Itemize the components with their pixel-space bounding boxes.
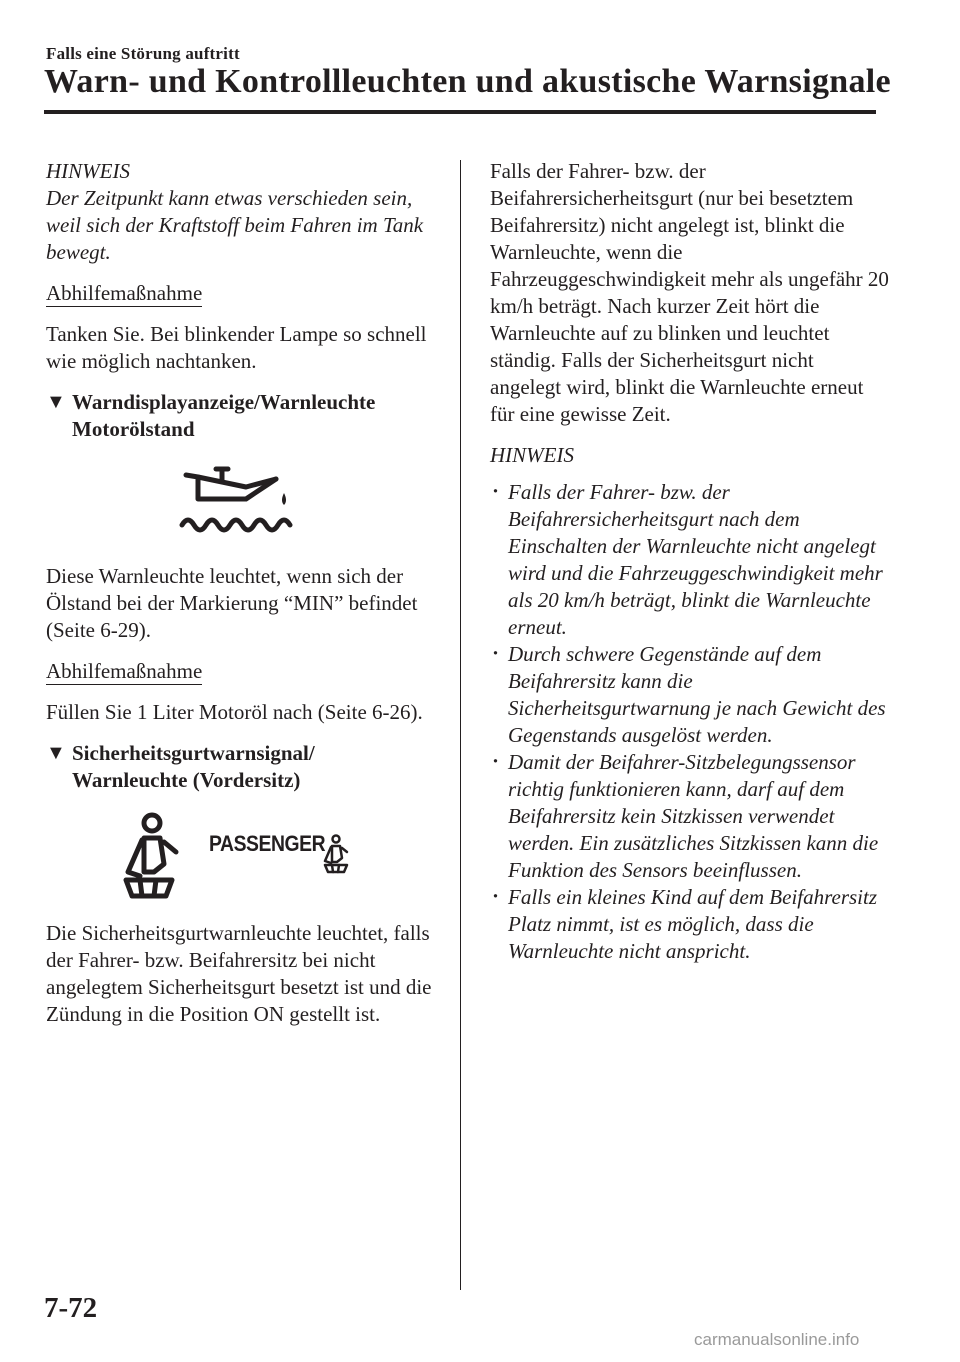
remedy-heading: Abhilfemaßnahme (46, 659, 203, 683)
left-column (46, 158, 446, 1042)
item-heading-oil-level (46, 389, 446, 443)
right-column (490, 158, 890, 965)
seatbelt-description: Die Sicherheitsgurtwarnleuchte leuchtet, falls der Fahrer- bzw. Beifahrersitz bei nicht angelegtem Sicherheitsgurt besetzt ist und die Zündung in die Position ON gestellt ist. (46, 921, 432, 1026)
seatbelt-warning-icon (114, 812, 184, 902)
passenger-label: PASSENGER (209, 831, 326, 856)
triangle-marker-icon: ▼ (46, 742, 66, 764)
note-text: Der Zeitpunkt kann etwas verschieden sein, weil sich der Kraftstoff beim Fahren im Tank bewegt. (46, 186, 424, 264)
note-item: · Durch schwere Gegenstände auf dem Beifahrersitz kann die Sicherheitsgurtwarnung je nach Gewicht des Gegenstands ausgelöst werden. (490, 641, 890, 749)
item-heading-line: Warndisplayanzeige/Warnleuchte (72, 390, 376, 414)
item-heading-line: Motorölstand (72, 417, 195, 441)
note-item: · Damit der Beifahrer-Sitzbelegungssensor richtig funktionieren kann, darf auf dem Beifahrersitz kein Sitzkissen verwendet werden. Ein zusätzliches Sitzkissen kann die Funktion des Sensors beeinflussen. (490, 749, 890, 884)
seatbelt-intro-text: Falls der Fahrer- bzw. der Beifahrersicherheitsgurt (nur bei besetztem Beifahrersitz) nicht angelegt ist, blinkt die Warnleuchte, wenn die Fahrzeuggeschwindigkeit mehr als ungefähr 20 km/h beträgt. Nach kurzer Zeit hört die Warnleuchte auf zu blinken und leuchtet ständig. Falls der Sicherheitsgurt nicht angelegt wird, blinkt die Warnleuchte erneut für eine gewisse Zeit. (490, 159, 889, 426)
header-rule (44, 110, 876, 114)
page-number: 7-72 (44, 1292, 98, 1324)
oil-level-figure (46, 457, 446, 561)
note-heading: HINWEIS (46, 159, 130, 183)
chapter-title: Warn- und Kontrollleuchten und akustische Warnsignale (44, 63, 891, 100)
remedy-text: Füllen Sie 1 Liter Motoröl nach (Seite 6-26). (46, 700, 423, 724)
section-title: Falls eine Störung auftritt (46, 44, 240, 63)
seatbelt-figure (46, 808, 446, 918)
remedy-text: Tanken Sie. Bei blinkender Lampe so schnell wie möglich nachtanken. (46, 322, 427, 373)
oil-level-description: Diese Warnleuchte leuchtet, wenn sich der Ölstand bei der Markierung “MIN” befindet (Seite 6-29). (46, 564, 418, 642)
item-heading-line: Warnleuchte (Vordersitz) (72, 768, 301, 792)
oil-level-warning-icon (176, 463, 296, 543)
note-item: · Falls der Fahrer- bzw. der Beifahrersicherheitsgurt nach dem Einschalten der Warnleuchte nicht angelegt wird und die Fahrzeuggeschwindigkeit mehr als 20 km/h beträgt, blinkt die Warnleuchte erneut. (490, 479, 890, 641)
note-heading: HINWEIS (490, 443, 574, 467)
item-heading-line: Sicherheitsgurtwarnsignal/ (72, 741, 315, 765)
watermark: carmanualsonline.info (694, 1330, 860, 1349)
item-heading-seatbelt (46, 740, 446, 794)
column-divider (460, 160, 461, 1290)
triangle-marker-icon: ▼ (46, 391, 66, 413)
note-list (490, 479, 890, 965)
remedy-heading: Abhilfemaßnahme (46, 281, 203, 305)
note-item: · Falls ein kleines Kind auf dem Beifahrersitz Platz nimmt, ist es möglich, dass die Warnleuchte nicht anspricht. (490, 884, 890, 965)
passenger-seatbelt-icon (320, 834, 350, 874)
